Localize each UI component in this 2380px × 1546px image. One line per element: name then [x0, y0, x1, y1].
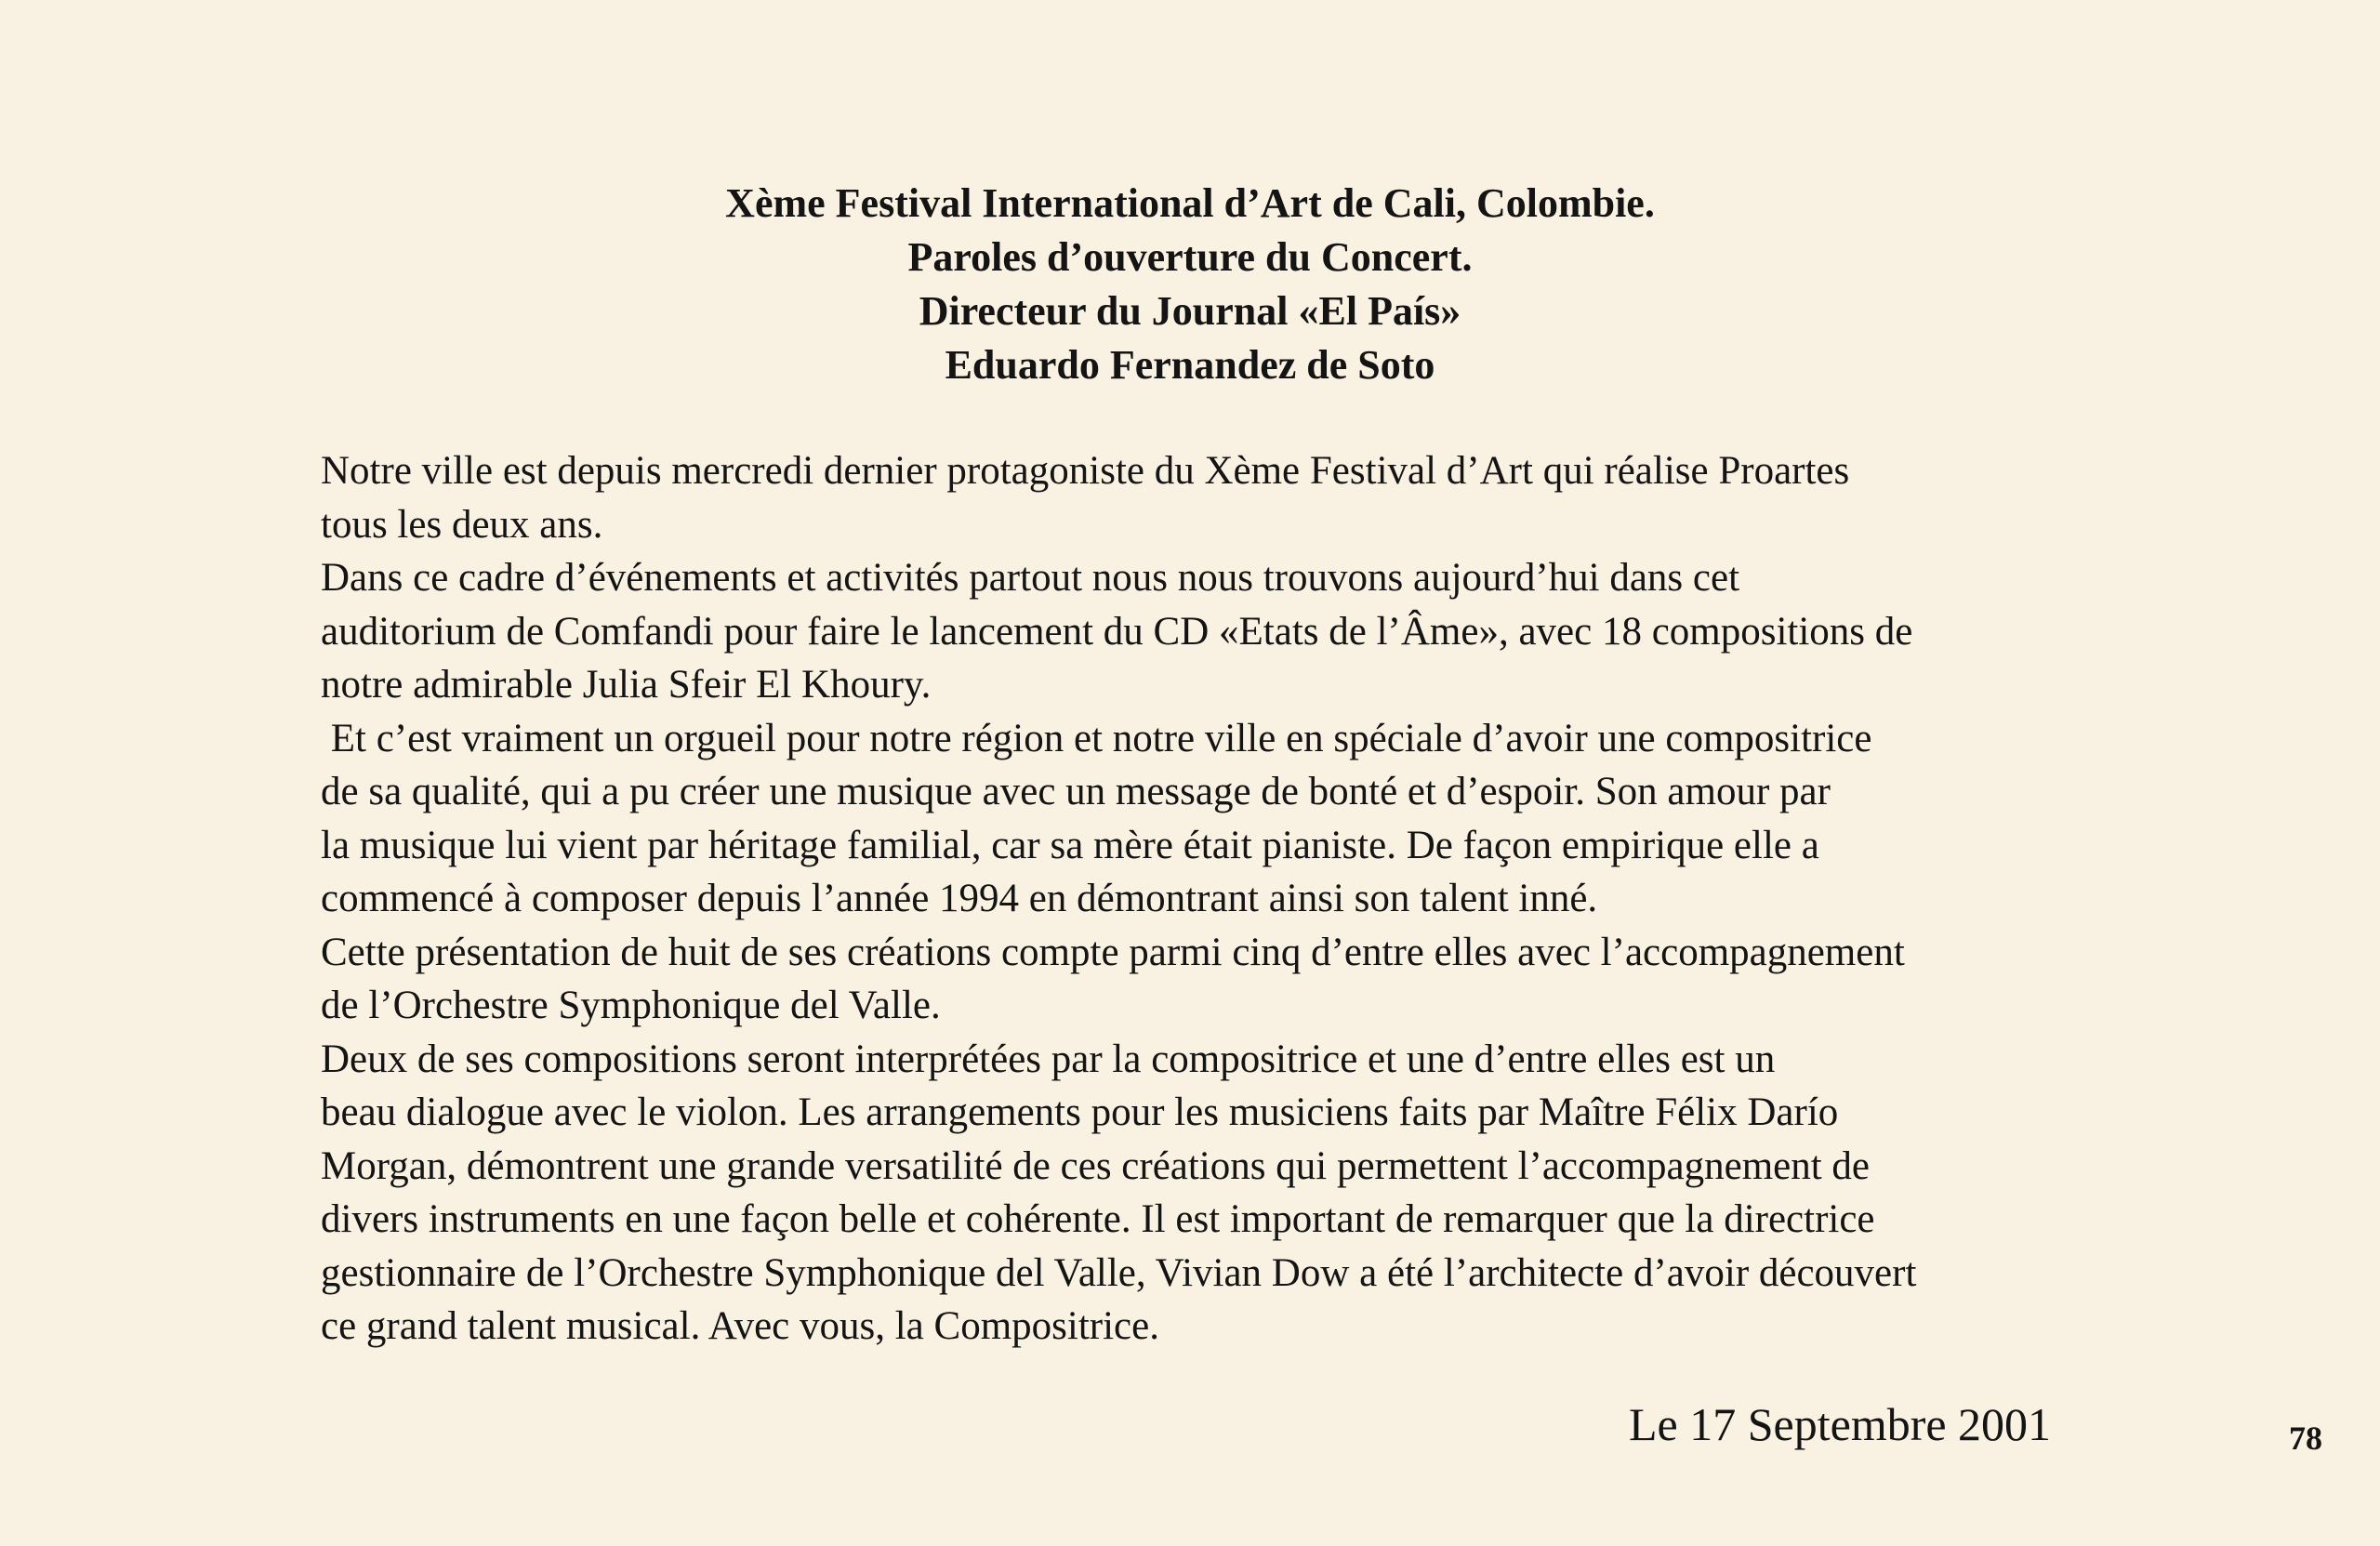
body-line: beau dialogue avec le violon. Les arrangements pour les musiciens faits par Maître Félix Darío — [321, 1090, 1839, 1134]
body-line: de sa qualité, qui a pu créer une musique avec un message de bonté et d’espoir. Son amour par — [321, 770, 1831, 813]
body-line: la musique lui vient par héritage familial, car sa mère était pianiste. De façon empirique elle a — [321, 823, 1819, 867]
body-line: notre admirable Julia Sfeir El Khoury. — [321, 663, 932, 707]
heading-director-role: Directeur du Journal «El País» — [919, 288, 1461, 334]
document-date: Le 17 Septembre 2001 — [1629, 1398, 2052, 1450]
document-heading — [0, 177, 2380, 392]
body-line: ce grand talent musical. Avec vous, la Compositrice. — [321, 1304, 1159, 1348]
body-line: Morgan, démontrent une grande versatilité de ces créations qui permettent l’accompagnement de — [321, 1143, 1871, 1188]
body-line: Dans ce cadre d’événements et activités partout nous nous trouvons aujourd’hui dans cet — [321, 556, 1740, 600]
body-line: commencé à composer depuis l’année 1994 en démontrant ainsi son talent inné. — [321, 877, 1598, 920]
body-text — [321, 444, 2162, 1354]
page-number: 78 — [2289, 1420, 2322, 1457]
heading-festival-title: Xème Festival International d’Art de Cali, Colombie. — [725, 180, 1655, 226]
body-line: Notre ville est depuis mercredi dernier protagoniste du Xème Festival d’Art qui réalise Proartes — [321, 449, 1850, 493]
body-line: Deux de ses compositions seront interprétées par la compositrice et une d’entre elles est un — [321, 1037, 1776, 1081]
body-line: auditorium de Comfandi pour faire le lancement du CD «Etats de l’Âme», avec 18 compositions de — [321, 609, 1913, 654]
heading-subtitle: Paroles d’ouverture du Concert. — [907, 234, 1473, 280]
body-line: Cette présentation de huit de ses créations compte parmi cinq d’entre elles avec l’accompagnement — [321, 930, 1905, 974]
heading-author-name: Eduardo Fernandez de Soto — [945, 342, 1435, 388]
body-line: Et c’est vraiment un orgueil pour notre région et notre ville en spéciale d’avoir une compositrice — [321, 716, 1872, 760]
body-line: gestionnaire de l’Orchestre Symphonique del Valle, Vivian Dow a été l’architecte d’avoir découvert — [321, 1250, 1917, 1295]
body-line: divers instruments en une façon belle et cohérente. Il est important de remarquer que la directrice — [321, 1197, 1875, 1241]
body-line: tous les deux ans. — [321, 502, 603, 547]
body-line: de l’Orchestre Symphonique del Valle. — [321, 984, 941, 1027]
